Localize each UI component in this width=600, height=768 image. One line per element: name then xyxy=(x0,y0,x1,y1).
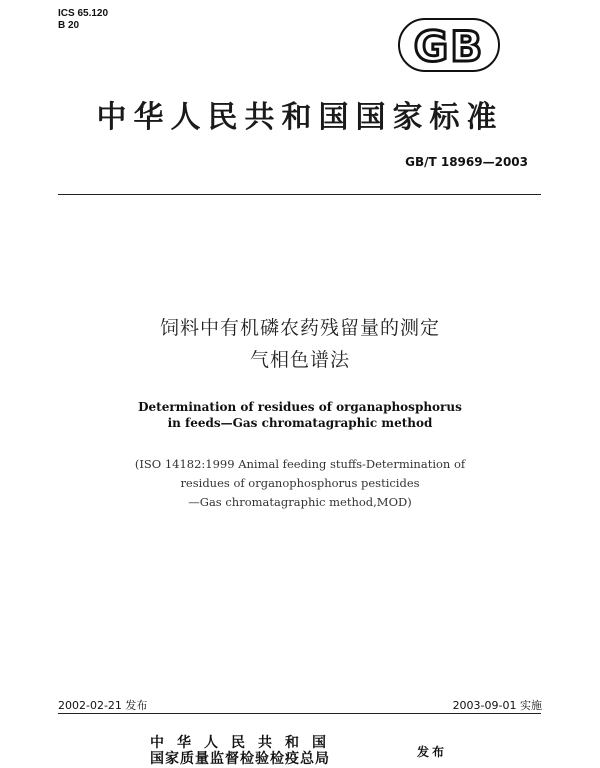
title-cn-line-2: 气相色谱法 xyxy=(249,349,350,371)
issuer-block xyxy=(150,735,339,767)
title-cn-line-1: 饲料中有机磷农药残留量的测定 xyxy=(159,317,440,339)
issuer-line-1: 中华人民共和国 xyxy=(150,735,339,751)
gb-logo-text: GB xyxy=(413,22,485,71)
masthead-title: 中华人民共和国国家标准 xyxy=(96,100,504,135)
bottom-divider xyxy=(58,713,541,714)
ccs-code: B 20 xyxy=(58,20,80,31)
issue-date: 2002-02-21 发布 xyxy=(58,699,148,712)
issuer-line-2: 国家质量监督检验检疫总局 xyxy=(150,751,330,767)
gb-logo xyxy=(398,18,500,72)
ics-code: ICS 65.120 xyxy=(58,8,109,19)
iso-reference-line-2: residues of organophosphorus pesticides xyxy=(180,476,420,490)
top-divider xyxy=(58,194,541,195)
title-en-line-1: Determination of residues of organaphosphorus xyxy=(138,400,462,414)
standard-number: GB/T 18969—2003 xyxy=(405,155,528,169)
iso-reference-line-1: (ISO 14182:1999 Animal feeding stuffs-Determination of xyxy=(134,457,466,471)
publish-label: 发布 xyxy=(417,745,448,759)
classification-codes xyxy=(58,8,108,32)
iso-reference-line-3: —Gas chromatagraphic method,MOD) xyxy=(188,495,412,509)
implementation-date: 2003-09-01 实施 xyxy=(452,699,542,712)
title-en-line-2: in feeds—Gas chromatagraphic method xyxy=(167,416,433,430)
